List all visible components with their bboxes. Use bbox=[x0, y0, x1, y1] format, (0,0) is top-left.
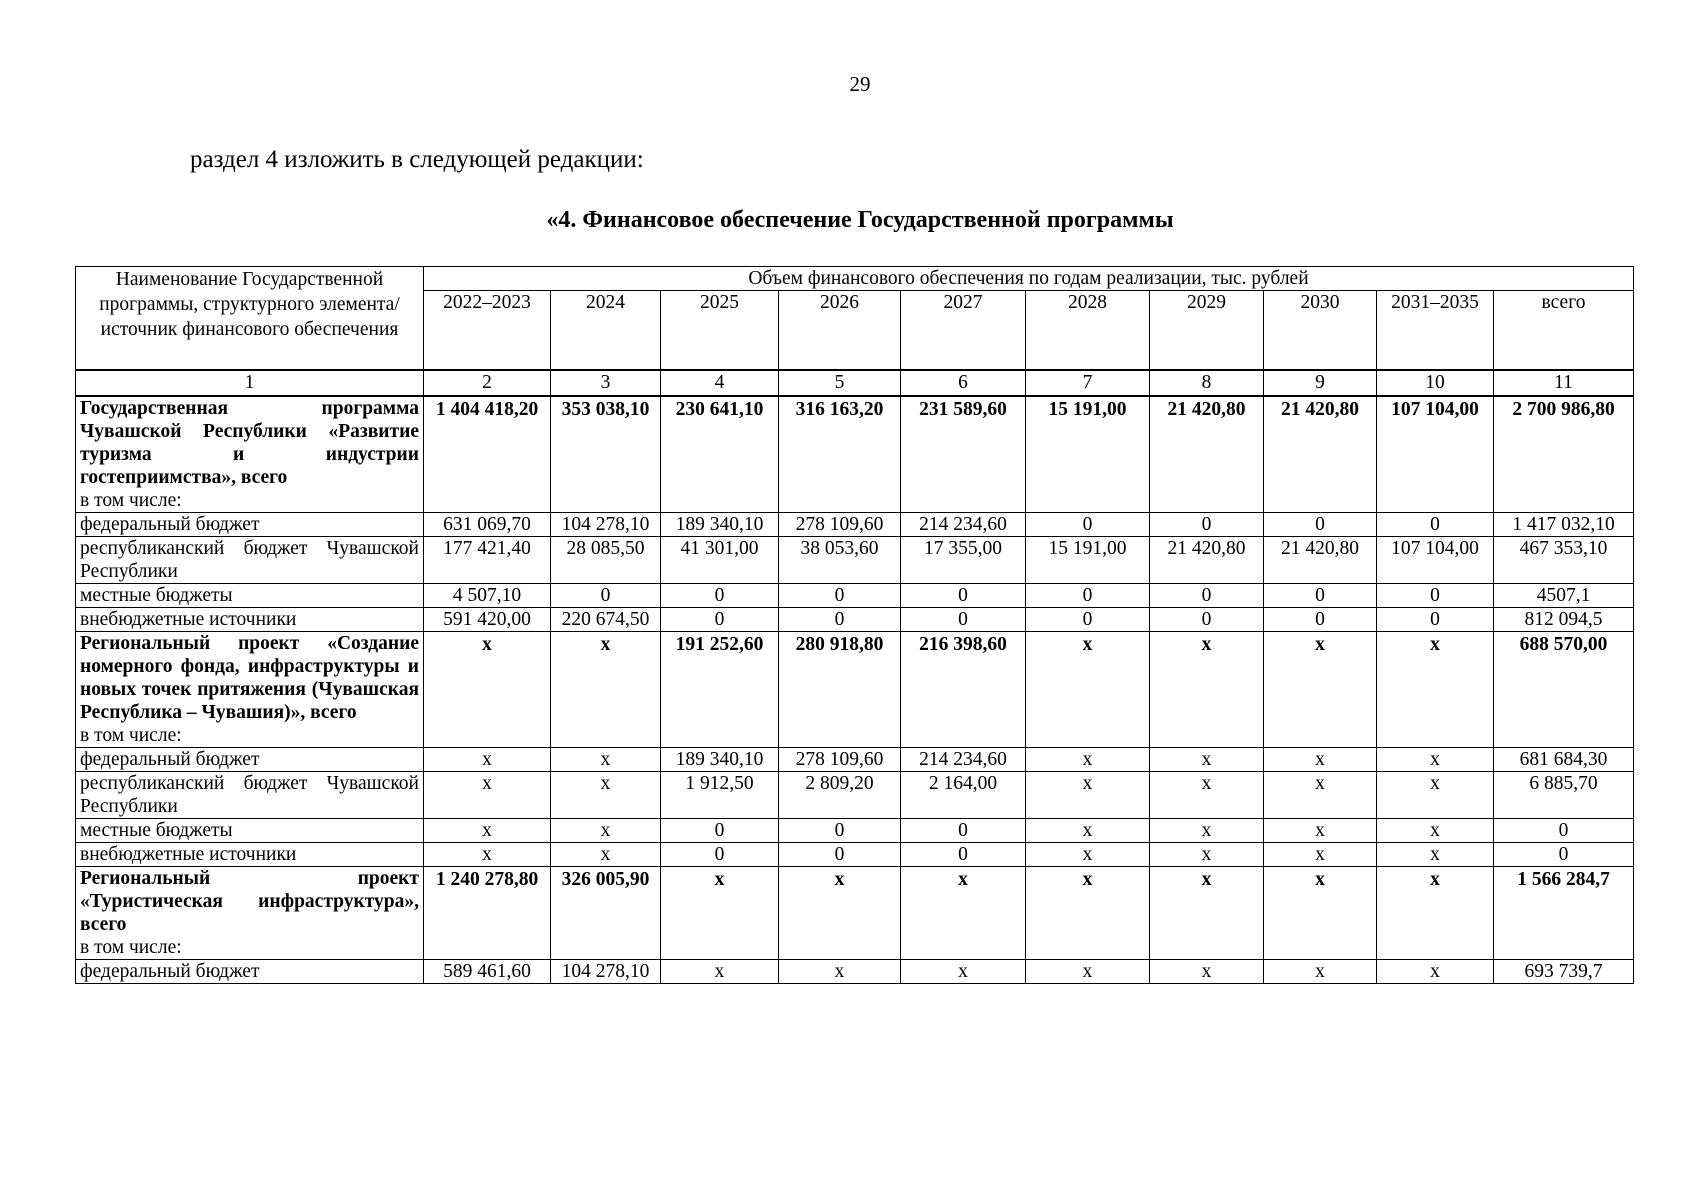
value-cell: x bbox=[1026, 867, 1150, 960]
value-cell: x bbox=[661, 867, 779, 960]
row-name-cell bbox=[76, 632, 424, 748]
value-cell: x bbox=[1377, 843, 1494, 867]
value-cell: 1 417 032,10 bbox=[1494, 513, 1634, 537]
row-name: Региональный проект «Туристическая инфраструктура», всего bbox=[80, 868, 419, 935]
value-cell: x bbox=[1264, 748, 1377, 772]
value-cell: 4 507,10 bbox=[424, 584, 551, 608]
row-name-cell bbox=[76, 396, 424, 513]
value-cell: 0 bbox=[779, 584, 901, 608]
value-cell: 21 420,80 bbox=[1264, 396, 1377, 513]
value-cell: 41 301,00 bbox=[661, 537, 779, 584]
value-cell: 191 252,60 bbox=[661, 632, 779, 748]
value-cell: x bbox=[1026, 772, 1150, 819]
value-cell: 107 104,00 bbox=[1377, 396, 1494, 513]
value-cell: 1 240 278,80 bbox=[424, 867, 551, 960]
value-cell: 0 bbox=[779, 843, 901, 867]
column-number: 5 bbox=[779, 370, 901, 396]
value-cell: 0 bbox=[1264, 584, 1377, 608]
page-number: 29 bbox=[849, 72, 871, 96]
value-cell: 104 278,10 bbox=[551, 513, 661, 537]
column-header-year: 2028 bbox=[1026, 291, 1150, 371]
value-cell: 0 bbox=[1377, 608, 1494, 632]
row-name-cell bbox=[76, 960, 424, 984]
value-cell: x bbox=[1264, 772, 1377, 819]
value-cell: x bbox=[1026, 748, 1150, 772]
value-cell: 812 094,5 bbox=[1494, 608, 1634, 632]
value-cell: 230 641,10 bbox=[661, 396, 779, 513]
value-cell: x bbox=[1150, 819, 1264, 843]
value-cell: x bbox=[1026, 960, 1150, 984]
value-cell: 467 353,10 bbox=[1494, 537, 1634, 584]
value-cell: 0 bbox=[551, 584, 661, 608]
value-cell: 21 420,80 bbox=[1264, 537, 1377, 584]
value-cell: 189 340,10 bbox=[661, 748, 779, 772]
row-name-cell bbox=[76, 867, 424, 960]
value-cell: 1 912,50 bbox=[661, 772, 779, 819]
column-number: 4 bbox=[661, 370, 779, 396]
value-cell: x bbox=[1377, 960, 1494, 984]
value-cell: 326 005,90 bbox=[551, 867, 661, 960]
row-name-cell bbox=[76, 608, 424, 632]
value-cell: 591 420,00 bbox=[424, 608, 551, 632]
table-row bbox=[76, 819, 1634, 843]
value-cell: x bbox=[424, 748, 551, 772]
column-header-volume: Объем финансового обеспечения по годам реализации, тыс. рублей bbox=[424, 267, 1634, 291]
column-number: 10 bbox=[1377, 370, 1494, 396]
value-cell: x bbox=[551, 819, 661, 843]
table-row bbox=[76, 608, 1634, 632]
value-cell: x bbox=[1377, 772, 1494, 819]
row-name: внебюджетные источники bbox=[80, 609, 297, 630]
value-cell: x bbox=[1377, 748, 1494, 772]
value-cell: 189 340,10 bbox=[661, 513, 779, 537]
value-cell: x bbox=[1026, 843, 1150, 867]
table-row-total bbox=[76, 632, 1634, 748]
value-cell: x bbox=[1150, 748, 1264, 772]
value-cell: 0 bbox=[1377, 584, 1494, 608]
value-cell: x bbox=[424, 772, 551, 819]
value-cell: 0 bbox=[661, 843, 779, 867]
row-name-cell bbox=[76, 748, 424, 772]
row-name-cell bbox=[76, 513, 424, 537]
row-name-cell bbox=[76, 537, 424, 584]
value-cell: 177 421,40 bbox=[424, 537, 551, 584]
row-name: республиканский бюджет Чувашской Республики bbox=[80, 773, 419, 817]
value-cell: x bbox=[424, 819, 551, 843]
value-cell: 631 069,70 bbox=[424, 513, 551, 537]
column-header-name: Наименование Государственной программы, структурного элемента/источник финансового обеспечения bbox=[76, 267, 424, 371]
column-number: 8 bbox=[1150, 370, 1264, 396]
value-cell: 38 053,60 bbox=[779, 537, 901, 584]
value-cell: 104 278,10 bbox=[551, 960, 661, 984]
value-cell: 0 bbox=[779, 608, 901, 632]
row-name: местные бюджеты bbox=[80, 820, 233, 841]
value-cell: 0 bbox=[1150, 584, 1264, 608]
value-cell: x bbox=[779, 867, 901, 960]
value-cell: x bbox=[661, 960, 779, 984]
value-cell: x bbox=[1026, 819, 1150, 843]
value-cell: 0 bbox=[661, 584, 779, 608]
row-subnote: в том числе: bbox=[80, 937, 182, 958]
value-cell: x bbox=[551, 772, 661, 819]
value-cell: x bbox=[424, 843, 551, 867]
financing-table bbox=[75, 266, 1634, 984]
value-cell: x bbox=[901, 960, 1026, 984]
value-cell: 681 684,30 bbox=[1494, 748, 1634, 772]
value-cell: 15 191,00 bbox=[1026, 396, 1150, 513]
value-cell: 0 bbox=[1026, 513, 1150, 537]
value-cell: 693 739,7 bbox=[1494, 960, 1634, 984]
value-cell: x bbox=[1264, 867, 1377, 960]
row-name: Региональный проект «Создание номерного фонда, инфраструктуры и новых точек притяжения (Чувашская Республика – Чувашия)», всего bbox=[80, 633, 419, 723]
value-cell: 2 164,00 bbox=[901, 772, 1026, 819]
value-cell: 17 355,00 bbox=[901, 537, 1026, 584]
column-header-year: 2026 bbox=[779, 291, 901, 371]
column-header-year: 2029 bbox=[1150, 291, 1264, 371]
value-cell: x bbox=[551, 748, 661, 772]
value-cell: x bbox=[1264, 819, 1377, 843]
value-cell: 0 bbox=[1026, 584, 1150, 608]
intro-text: раздел 4 изложить в следующей редакции: bbox=[190, 146, 644, 173]
value-cell: x bbox=[1377, 632, 1494, 748]
section-title: «4. Финансовое обеспечение Государственной программы bbox=[546, 207, 1174, 233]
column-number-row bbox=[76, 370, 1634, 396]
row-name: федеральный бюджет bbox=[80, 514, 260, 535]
table-row-total bbox=[76, 867, 1634, 960]
value-cell: 21 420,80 bbox=[1150, 537, 1264, 584]
row-name: республиканский бюджет Чувашской Республики bbox=[80, 538, 419, 582]
value-cell: 0 bbox=[1150, 608, 1264, 632]
table-row bbox=[76, 960, 1634, 984]
value-cell: 0 bbox=[661, 608, 779, 632]
value-cell: 214 234,60 bbox=[901, 748, 1026, 772]
row-name: федеральный бюджет bbox=[80, 749, 260, 770]
value-cell: 2 809,20 bbox=[779, 772, 901, 819]
value-cell: 107 104,00 bbox=[1377, 537, 1494, 584]
value-cell: 0 bbox=[1377, 513, 1494, 537]
column-header-year: 2027 bbox=[901, 291, 1026, 371]
column-header-total: всего bbox=[1494, 291, 1634, 371]
value-cell: 0 bbox=[1150, 513, 1264, 537]
column-number: 7 bbox=[1026, 370, 1150, 396]
value-cell: x bbox=[551, 632, 661, 748]
value-cell: x bbox=[779, 960, 901, 984]
value-cell: 280 918,80 bbox=[779, 632, 901, 748]
row-name-cell bbox=[76, 772, 424, 819]
value-cell: x bbox=[1150, 843, 1264, 867]
table-row bbox=[76, 748, 1634, 772]
row-name-cell bbox=[76, 584, 424, 608]
value-cell: 0 bbox=[779, 819, 901, 843]
row-name: местные бюджеты bbox=[80, 585, 233, 606]
row-name: Государственная программа Чувашской Республики «Развитие туризма и индустрии гостеприимства», всего bbox=[80, 398, 419, 488]
value-cell: 6 885,70 bbox=[1494, 772, 1634, 819]
value-cell: 216 398,60 bbox=[901, 632, 1026, 748]
value-cell: 589 461,60 bbox=[424, 960, 551, 984]
value-cell: 2 700 986,80 bbox=[1494, 396, 1634, 513]
value-cell: 4507,1 bbox=[1494, 584, 1634, 608]
value-cell: x bbox=[1264, 843, 1377, 867]
column-header-year: 2030 bbox=[1264, 291, 1377, 371]
value-cell: 0 bbox=[1494, 819, 1634, 843]
row-subnote: в том числе: bbox=[80, 490, 182, 511]
row-name: федеральный бюджет bbox=[80, 961, 260, 982]
value-cell: 1 566 284,7 bbox=[1494, 867, 1634, 960]
header-row-top bbox=[76, 267, 1634, 291]
table-row bbox=[76, 513, 1634, 537]
value-cell: x bbox=[1264, 960, 1377, 984]
value-cell: 220 674,50 bbox=[551, 608, 661, 632]
column-number: 11 bbox=[1494, 370, 1634, 396]
value-cell: x bbox=[1377, 819, 1494, 843]
column-header-year: 2031–2035 bbox=[1377, 291, 1494, 371]
value-cell: 214 234,60 bbox=[901, 513, 1026, 537]
value-cell: 1 404 418,20 bbox=[424, 396, 551, 513]
column-header-year: 2025 bbox=[661, 291, 779, 371]
value-cell: 0 bbox=[1264, 513, 1377, 537]
value-cell: 0 bbox=[901, 584, 1026, 608]
column-header-year: 2022–2023 bbox=[424, 291, 551, 371]
value-cell: 353 038,10 bbox=[551, 396, 661, 513]
value-cell: 278 109,60 bbox=[779, 748, 901, 772]
value-cell: 0 bbox=[1264, 608, 1377, 632]
value-cell: x bbox=[1150, 960, 1264, 984]
value-cell: 0 bbox=[1026, 608, 1150, 632]
value-cell: x bbox=[1264, 632, 1377, 748]
row-name-cell bbox=[76, 843, 424, 867]
value-cell: 0 bbox=[901, 608, 1026, 632]
row-subnote: в том числе: bbox=[80, 725, 182, 746]
table-row bbox=[76, 772, 1634, 819]
value-cell: 688 570,00 bbox=[1494, 632, 1634, 748]
value-cell: x bbox=[1150, 772, 1264, 819]
column-header-year: 2024 bbox=[551, 291, 661, 371]
table-row bbox=[76, 843, 1634, 867]
table-body bbox=[76, 396, 1634, 984]
value-cell: 0 bbox=[1494, 843, 1634, 867]
value-cell: x bbox=[1150, 867, 1264, 960]
column-number: 6 bbox=[901, 370, 1026, 396]
table-row-total bbox=[76, 396, 1634, 513]
column-number: 9 bbox=[1264, 370, 1377, 396]
value-cell: 21 420,80 bbox=[1150, 396, 1264, 513]
value-cell: 0 bbox=[901, 843, 1026, 867]
row-name: внебюджетные источники bbox=[80, 844, 297, 865]
row-name-cell bbox=[76, 819, 424, 843]
value-cell: 28 085,50 bbox=[551, 537, 661, 584]
column-number: 2 bbox=[424, 370, 551, 396]
value-cell: 0 bbox=[901, 819, 1026, 843]
column-number: 1 bbox=[76, 370, 424, 396]
value-cell: x bbox=[424, 632, 551, 748]
value-cell: 0 bbox=[661, 819, 779, 843]
table-row bbox=[76, 537, 1634, 584]
value-cell: 231 589,60 bbox=[901, 396, 1026, 513]
value-cell: 278 109,60 bbox=[779, 513, 901, 537]
value-cell: x bbox=[551, 843, 661, 867]
value-cell: x bbox=[1026, 632, 1150, 748]
value-cell: 15 191,00 bbox=[1026, 537, 1150, 584]
table-row bbox=[76, 584, 1634, 608]
value-cell: 316 163,20 bbox=[779, 396, 901, 513]
column-number: 3 bbox=[551, 370, 661, 396]
value-cell: x bbox=[1150, 632, 1264, 748]
value-cell: x bbox=[901, 867, 1026, 960]
value-cell: x bbox=[1377, 867, 1494, 960]
